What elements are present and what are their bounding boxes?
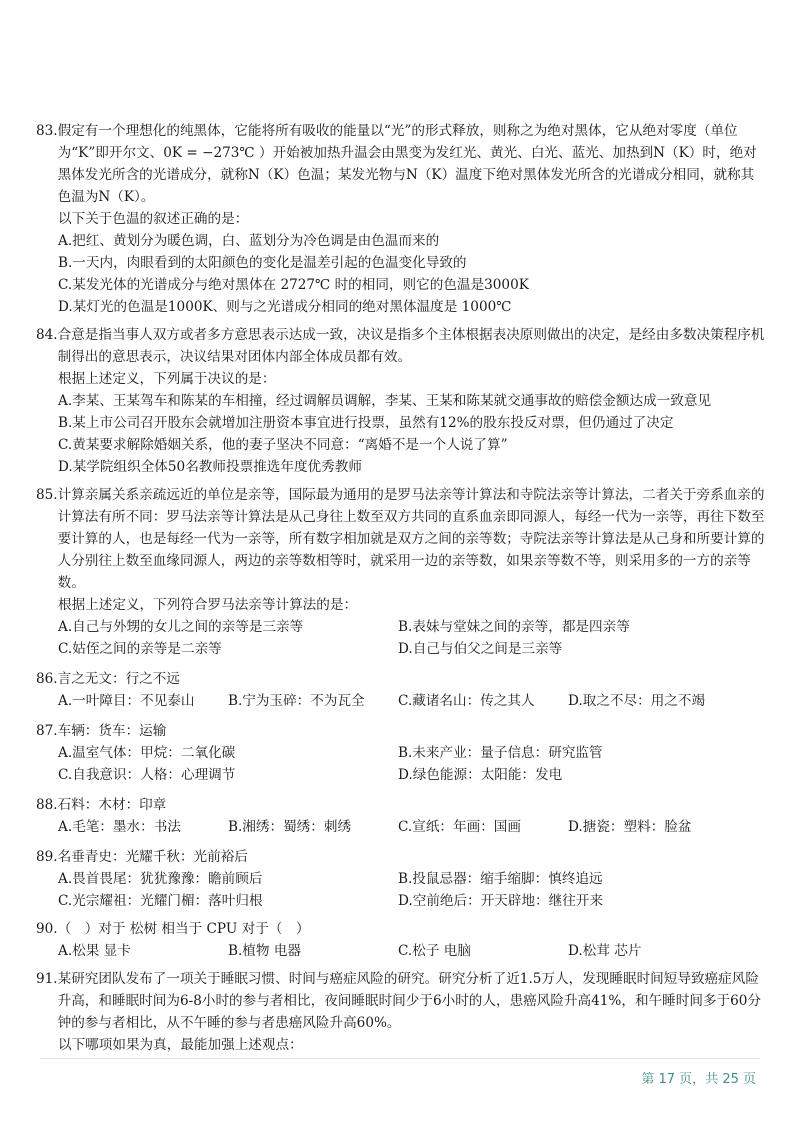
question-prompt: 以下哪项如果为真，最能加强上述观点： [58,1037,303,1053]
question-88 [36,794,766,838]
option-c[interactable]: C.松子 电脑 [398,943,471,959]
question-stem: 名垂青史：光耀千秋：光前裕后 [57,849,248,865]
option-c[interactable]: C.姑侄之间的亲等是二亲等 [58,641,222,657]
question-number: 90. [36,921,58,937]
option-a[interactable]: A.畏首畏尾：犹犹豫豫：瞻前顾后 [58,871,263,887]
question-number: 86. [36,671,58,687]
option-d[interactable]: D.搪瓷：塑料：脸盆 [568,819,692,835]
question-prompt: 根据上述定义，下列属于决议的是： [58,371,276,387]
question-83 [36,120,766,318]
option-c[interactable]: C.黄某要求解除婚姻关系，他的妻子坚决不同意：“离婚不是一个人说了算” [58,437,508,453]
question-84 [36,324,766,478]
option-b[interactable]: B.未来产业：量子信息：研究监管 [398,745,603,761]
question-page [36,120,766,1056]
page-number: 第 17 页，共 25 页 [641,1072,756,1087]
option-c[interactable]: C.某发光体的光谱成分与绝对黑体在 2727℃ 时的相同，则它的色温是3000K [58,277,529,293]
option-d[interactable]: D.某学院组织全体50名教师投票推选年度优秀教师 [58,459,362,475]
option-d[interactable]: D.绿色能源：太阳能：发电 [398,767,563,783]
question-stem: 合意是指当事人双方或者多方意思表示达成一致，决议是指多个主体根据表决原则做出的决定，是经由多数决策程序机制得出的意思表示，决议结果对团体内部全体成员都有效。 [57,327,765,365]
option-a[interactable]: A.温室气体：甲烷：二氧化碳 [58,745,236,761]
question-number: 89. [36,849,58,865]
question-89 [36,846,766,912]
option-a[interactable]: A.李某、王某驾车和陈某的车相撞，经过调解员调解，李某、王某和陈某就交通事故的赔偿金额达成一致意见 [58,393,712,409]
option-b[interactable]: B.一天内，肉眼看到的太阳颜色的变化是温差引起的色温变化导致的 [58,255,467,271]
option-a[interactable]: A.毛笔：墨水：书法 [58,819,181,835]
option-b[interactable]: B.湘绣：蜀绣：刺绣 [228,819,352,835]
question-91 [36,968,766,1056]
option-a[interactable]: A.松果 显卡 [58,943,131,959]
footer-divider [40,1058,760,1059]
option-c[interactable]: C.宣纸：年画：国画 [398,819,521,835]
option-a[interactable]: A.自己与外甥的女儿之间的亲等是三亲等 [58,619,304,635]
option-c[interactable]: C.藏诸名山：传之其人 [398,693,535,709]
question-stem: 言之无文：行之不远 [57,671,180,687]
question-number: 83. [36,123,58,139]
option-c[interactable]: C.自我意识：人格：心理调节 [58,767,236,783]
question-stem: 计算亲属关系亲疏远近的单位是亲等，国际最为通用的是罗马法亲等计算法和寺院法亲等计算法，二者关于旁系血亲的计算法有所不同：罗马法亲等计算法是从己身往上数至双方共同的直系血亲即同源人，每经一代为一亲等，再往下数至要计算的人，也是每经一代为一亲等，所有数字相加就是双方之间的亲等数；寺院法亲等计算法是从己身和所要计算的人分别往上数至血缘同源人，两边的亲等数相等时，就采用一边的亲等数，如果亲等数不等，则采用多的一方的亲等数。 [57,487,765,591]
question-90 [36,918,766,962]
option-b[interactable]: B.某上市公司召开股东会就增加注册资本事宜进行投票，虽然有12%的股东投反对票，但仍通过了决定 [58,415,674,431]
question-87 [36,720,766,786]
question-prompt: 以下关于色温的叙述正确的是： [58,211,249,227]
question-stem: 假定有一个理想化的纯黑体，它能将所有吸收的能量以“光”的形式释放，则称之为绝对黑体，它从绝对零度（单位为“K”即开尔文、0K = −273℃ ）开始被加热升温会由黑变为发红光、黄光、白光、蓝光、加热到N（K）时，绝对黑体发光所含的光谱成分，就称N（K）色温；某发光物与N（K）温度下绝对黑体发光所含的光谱成分相同，就称其色温为N（K）。 [57,123,757,205]
question-number: 84. [36,327,58,343]
option-d[interactable]: D.空前绝后：开天辟地：继往开来 [398,893,604,909]
question-86 [36,668,766,712]
question-stem: 车辆：货车：运输 [57,723,167,739]
option-a[interactable]: A.一叶障目：不见泰山 [58,693,195,709]
option-d[interactable]: D.取之不尽：用之不竭 [568,693,706,709]
question-number: 91. [36,971,58,987]
question-number: 85. [36,487,58,503]
option-d[interactable]: D.松茸 芯片 [568,943,642,959]
option-d[interactable]: D.某灯光的色温是1000K、则与之光谱成分相同的绝对黑体温度是 1000℃ [58,299,512,315]
question-stem: 石料：木材：印章 [57,797,167,813]
option-d[interactable]: D.自己与伯父之间是三亲等 [398,641,563,657]
question-number: 88. [36,797,58,813]
option-b[interactable]: B.宁为玉碎：不为瓦全 [228,693,365,709]
question-number: 87. [36,723,58,739]
question-stem: （ ）对于 松树 相当于 CPU 对于（ ） [57,921,310,937]
option-b[interactable]: B.植物 电器 [228,943,302,959]
option-b[interactable]: B.投鼠忌器：缩手缩脚：慎终追远 [398,871,603,887]
option-b[interactable]: B.表妹与堂妹之间的亲等，都是四亲等 [398,619,630,635]
question-85 [36,484,766,660]
question-prompt: 根据上述定义，下列符合罗马法亲等计算法的是： [58,597,358,613]
option-a[interactable]: A.把红、黄划分为暖色调，白、蓝划分为冷色调是由色温而来的 [58,233,440,249]
option-c[interactable]: C.光宗耀祖：光耀门楣：落叶归根 [58,893,263,909]
question-stem: 某研究团队发布了一项关于睡眠习惯、时间与癌症风险的研究。研究分析了近1.5万人，发现睡眠时间短导致癌症风险升高，和睡眠时间为6-8小时的参与者相比，夜间睡眠时间少于6小时的人，患癌风险升高41%，和午睡时间多于60分钟的参与者相比，从不午睡的参与者患癌风险升高60%。 [57,971,761,1031]
